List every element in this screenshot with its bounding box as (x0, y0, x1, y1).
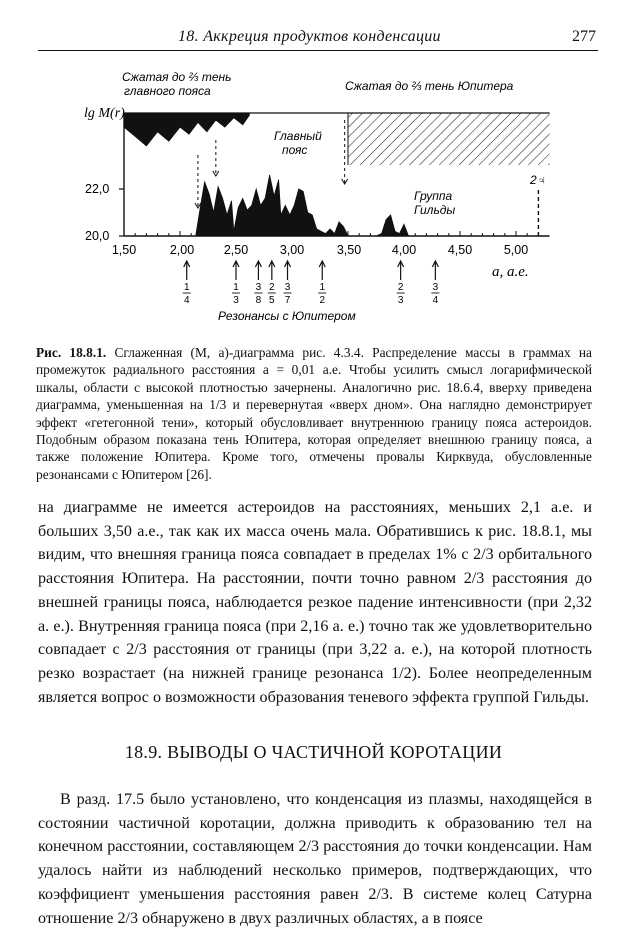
x-tick-label: 4,00 (391, 243, 417, 257)
x-tick-label: 2,50 (223, 243, 249, 257)
resonance-denominator: 4 (183, 295, 190, 306)
jupiter-shadow-hatch (348, 113, 550, 165)
annotation-hilda: Гильды (414, 203, 456, 217)
plot-area (119, 113, 550, 236)
annotation-shadow-belt: Сжатая до ⅔ тень (122, 70, 232, 84)
jupiter-marker: 2♃ (530, 173, 546, 187)
y-tick-label: 20,0 (85, 229, 110, 243)
section-heading: 18.9. ВЫВОДЫ О ЧАСТИЧНОЙ КОРОТАЦИИ (124, 742, 503, 762)
y-axis-label: lg M(r) (84, 106, 125, 121)
x-tick-label: 3,00 (279, 243, 305, 257)
x-tick-label: 3,50 (336, 243, 362, 257)
page-number: 277 (572, 28, 596, 45)
resonance-numerator: 1 (183, 282, 190, 293)
annotation-hilda: Группа (414, 189, 453, 203)
y-tick-label: 22,0 (85, 182, 110, 196)
x-tick-label: 2,00 (169, 243, 195, 257)
body-paragraph: В разд. 17.5 было установлено, что конденсация из плазмы, находящейся в состоянии частичной коротации, должна приводить к образованию тел на конечном расстоянии, составляющем 2/3 расстояния до точки конденсации. Нам удалось найти из наблюдений несколько примеров, подтверждающих, что коэффициент уменьшения расстояния равен 2/3. В системе колец Сатурна отношение 2/3 обнаружено в двух различных областях, а в поясе (38, 791, 592, 927)
x-tick-label: 5,00 (503, 243, 529, 257)
resonance-numerator: 3 (284, 282, 291, 293)
figure-mass-diagram (0, 0, 627, 340)
x-tick-label: 1,50 (111, 243, 137, 257)
caption-label: Рис. 18.8.1. (36, 345, 107, 360)
inverted-belt-shadow (124, 113, 249, 146)
resonance-denominator: 3 (233, 295, 239, 306)
body-paragraph: на диаграмме не имеется астероидов на расстояниях, меньших 2,1 а.е. и больших 3,50 а.е., так как их масса очень мала. Обратившись к рис. 18.8.1, мы видим, что внешняя граница пояса совпадает в пределах 1% с 2/3 орбитального расстояния Юпитера. На расстоянии, почти точно равном 2/3 расстояния до внешней границы пояса, наблюдается резкое падение интенсивности (при 2,32 а. е.). Внутренняя граница пояса (при 2,16 а. е.) точно так же удовлетворительно совпадает с 2/3 расстояния от границы (при 3,22 а. е.), на которой плотность резко возрастает (на нижней границе резонанса 1/2). Более неопределенным является вопрос о возможности образования теневого эффекта группой Гильды. (38, 499, 592, 706)
resonance-numerator: 1 (319, 282, 326, 293)
running-title: 18. Аккреция продуктов конденсации (178, 28, 441, 45)
resonance-denominator: 8 (255, 295, 262, 306)
x-tick-label: 4,50 (447, 243, 473, 257)
figure-caption (36, 344, 592, 483)
resonance-denominator: 5 (269, 295, 275, 306)
hilda-group-area (376, 215, 409, 236)
resonance-denominator: 7 (284, 295, 291, 306)
resonance-denominator: 4 (432, 295, 439, 306)
resonance-markers (183, 261, 440, 306)
annotation-main-belt: пояс (282, 143, 308, 157)
resonance-denominator: 3 (397, 295, 404, 306)
annotation-shadow-belt: главного пояса (124, 84, 211, 98)
resonance-numerator: 3 (255, 282, 262, 293)
resonance-numerator: 2 (269, 282, 275, 293)
annotation-shadow-jupiter: Сжатая до ⅔ тень Юпитера (345, 79, 514, 93)
resonance-numerator: 3 (432, 282, 439, 293)
x-axis-label: a, a.e. (492, 264, 529, 280)
resonance-numerator: 2 (397, 282, 404, 293)
resonances-label: Резонансы с Юпитером (218, 309, 356, 323)
caption-text: Сглаженная (M, a)-диаграмма рис. 4.3.4. Распределение массы в граммах на промежуток радиального расстояния a = 0,01 а.е. Чтобы усилить смысл логарифмической шкалы, области с высокой плотностью зачернены. Аналогично рис. 18.6.4, вверху приведена диаграмма, уменьшенная на 1/3 и перевернутая «вверх дном». Она наглядно демонстрирует эффект «гетегонной тени», который обусловливает внутреннюю границу пояса астероидов. Подобным образом показана тень Юпитера, которая определяет внешнюю границу пояса, а также положение Юпитера. Кроме того, отмечены провалы Кирквуда, обусловленные резонансами с Юпитером [26]. (36, 345, 592, 482)
resonance-numerator: 1 (233, 282, 239, 293)
main-belt-area (196, 175, 348, 236)
resonance-denominator: 2 (319, 295, 326, 306)
annotation-main-belt: Главный (274, 129, 322, 143)
